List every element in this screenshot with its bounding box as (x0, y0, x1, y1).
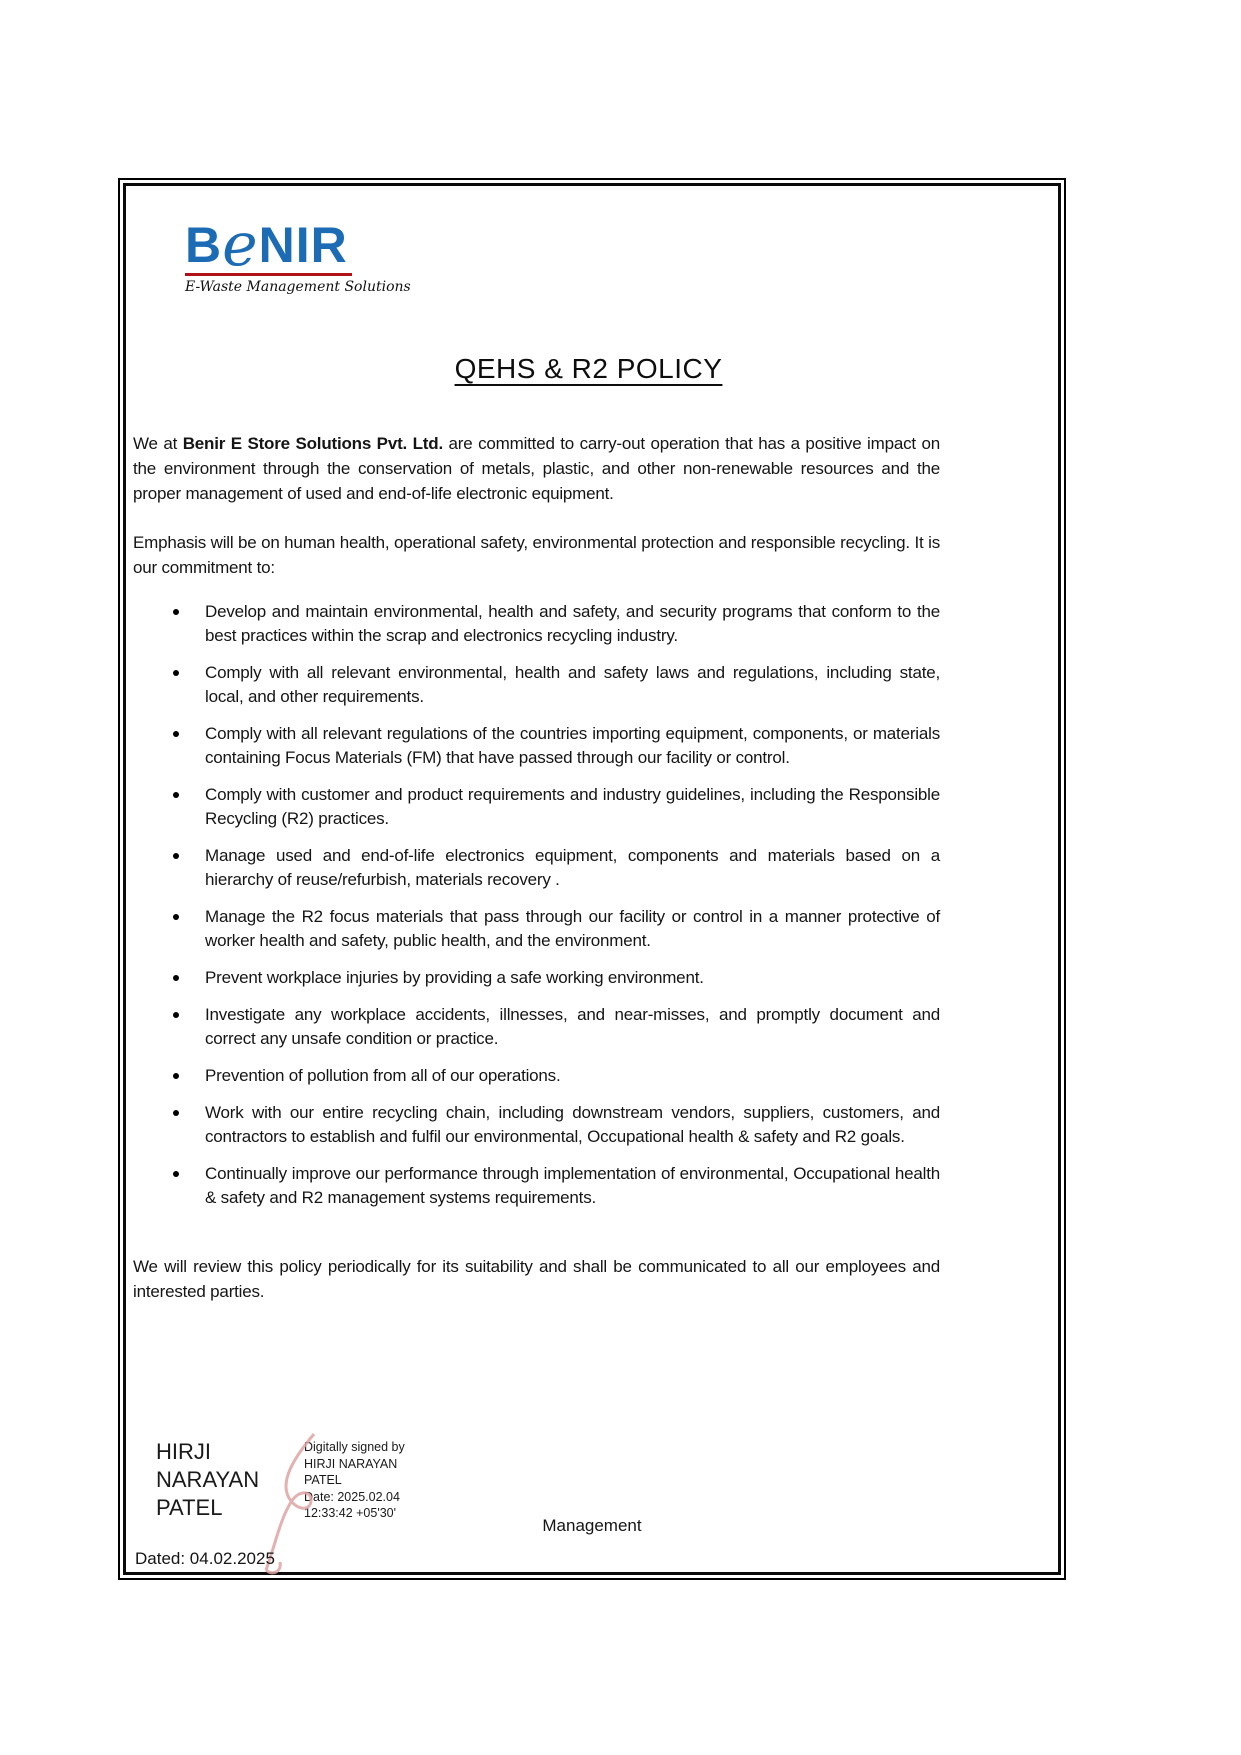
bullet-icon (173, 731, 179, 737)
dated-line: Dated: 04.02.2025 (135, 1549, 275, 1568)
bullet-text: Comply with all relevant regulations of the countries importing equipment, components, or materials containing Focus Materials (FM) that have passed through our facility or control. (205, 724, 940, 767)
logo-wordmark (185, 210, 352, 280)
document-content (126, 186, 1058, 1572)
bullet-icon (173, 609, 179, 615)
commitment-bullet-list (133, 600, 940, 1210)
list-item (133, 661, 940, 709)
bullet-icon (173, 1073, 179, 1079)
document-inner-border (123, 183, 1061, 1575)
list-item (133, 783, 940, 831)
bullet-text: Manage used and end-of-life electronics equipment, components and materials based on a hierarchy of reuse/refurbish, materials recovery . (205, 846, 940, 889)
bullet-icon (173, 1110, 179, 1116)
bullet-text: Work with our entire recycling chain, including downstream vendors, suppliers, customers, and contractors to establish and fulfil our environmental, Occupational health & safety and R2 goals. (205, 1103, 940, 1146)
bullet-icon (173, 1171, 179, 1177)
company-name: Benir E Store Solutions Pvt. Ltd. (182, 434, 443, 453)
bullet-icon (173, 975, 179, 981)
signature-detail-line: Date: 2025.02.04 (304, 1489, 400, 1504)
list-item (133, 844, 940, 892)
list-item (133, 1064, 940, 1088)
intro-prefix: We at (133, 434, 183, 453)
signature-detail-line: PATEL (304, 1473, 342, 1487)
company-logo (185, 210, 940, 295)
bullet-icon (173, 670, 179, 676)
list-item (133, 1162, 940, 1210)
bullet-text: Manage the R2 focus materials that pass through our facility or control in a manner protective of worker health and safety, public health, and the environment. (205, 907, 940, 950)
list-item (133, 1101, 940, 1149)
bullet-icon (173, 853, 179, 859)
list-item (133, 1003, 940, 1051)
page-title: QEHS & R2 POLICY (454, 353, 723, 384)
signature-detail-line: HIRJI NARAYAN (304, 1456, 398, 1471)
intro-suffix: are committed to carry-out operation that has a positive impact on the environment through the conservation of metals, plastic, and other non-renewable resources and the proper management of used and end-of-life electronic equipment. (133, 434, 940, 503)
list-item (133, 600, 940, 648)
bullet-icon (173, 1012, 179, 1018)
closing-paragraph: We will review this policy periodically for its suitability and shall be communicated to all our employees and interested parties. (133, 1257, 940, 1301)
bullet-icon (173, 914, 179, 920)
bullet-text: Develop and maintain environmental, health and safety, and security programs that conform to the best practices within the scrap and electronics recycling industry. (205, 602, 940, 645)
bullet-text: Continually improve our performance through implementation of environmental, Occupational health & safety and R2 management systems requirements. (205, 1164, 940, 1207)
signature-detail-line: 12:33:42 +05'30' (304, 1506, 397, 1520)
bullet-text: Comply with customer and product requirements and industry guidelines, including the Responsible Recycling (R2) practices. (205, 785, 940, 828)
logo-tagline: E-Waste Management Solutions (185, 279, 411, 295)
list-item (133, 905, 940, 953)
intro-paragraph (133, 431, 940, 506)
logo-letters-nir: NIR (258, 217, 348, 273)
bullet-text: Comply with all relevant environmental, health and safety laws and regulations, including state, local, and other requirements. (205, 663, 940, 706)
signature-detail-line: Digitally signed by (304, 1440, 405, 1454)
logo-letter-e: e (222, 210, 259, 280)
digital-signature-block (156, 1438, 405, 1522)
bullet-text: Prevention of pollution from all of our operations. (205, 1066, 561, 1085)
logo-letter-b: B (185, 217, 223, 273)
emphasis-paragraph: Emphasis will be on human health, operational safety, environmental protection and responsible recycling. It is our commitment to: (133, 533, 940, 577)
management-label: Management (542, 1516, 642, 1535)
document-page-frame (118, 178, 1066, 1580)
list-item (133, 722, 940, 770)
bullet-icon (173, 792, 179, 798)
signature-details (304, 1438, 405, 1522)
signatory-name: HIRJI NARAYAN PATEL (156, 1439, 260, 1520)
bullet-text: Prevent workplace injuries by providing a safe working environment. (205, 968, 704, 987)
list-item (133, 966, 940, 990)
bullet-text: Investigate any workplace accidents, illnesses, and near-misses, and promptly document and correct any unsafe condition or practice. (205, 1005, 940, 1048)
